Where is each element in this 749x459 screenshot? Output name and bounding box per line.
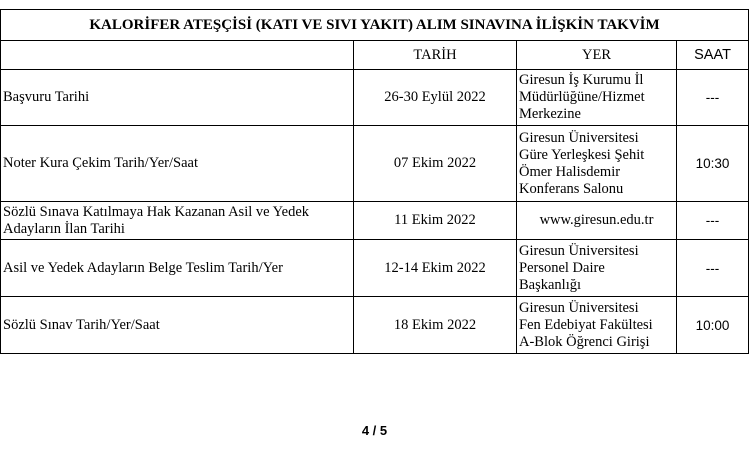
- exam-schedule-table: [0, 9, 749, 354]
- place-cell: [517, 297, 677, 354]
- place-cell: [517, 240, 677, 297]
- place-line: Giresun Üniversitesi: [519, 242, 639, 259]
- header-event: [1, 41, 354, 70]
- time-cell: 10:30: [677, 126, 749, 202]
- table-row: [1, 126, 749, 202]
- table-row: [1, 70, 749, 126]
- date-cell: 12-14 Ekim 2022: [354, 240, 517, 297]
- page-number: 4 / 5: [361, 423, 388, 438]
- table-row: [1, 202, 749, 240]
- place-line: Başkanlığı: [519, 276, 582, 293]
- place-line: A-Blok Öğrenci Girişi: [519, 333, 650, 350]
- event-cell: Sözlü Sınav Tarih/Yer/Saat: [1, 297, 354, 354]
- event-cell: Başvuru Tarihi: [1, 70, 354, 126]
- time-cell: 10:00: [677, 297, 749, 354]
- table-title: KALORİFER ATEŞÇİSİ (KATI VE SIVI YAKIT) ALIM SINAVINA İLİŞKİN TAKVİM: [1, 10, 749, 41]
- place-line: Ömer Halisdemir: [519, 163, 621, 180]
- date-cell: 11 Ekim 2022: [354, 202, 517, 240]
- time-cell: ---: [677, 202, 749, 240]
- title-row: [1, 10, 749, 41]
- place-cell: [517, 70, 677, 126]
- date-cell: 07 Ekim 2022: [354, 126, 517, 202]
- place-cell: [517, 202, 677, 240]
- place-line: Fen Edebiyat Fakültesi: [519, 316, 653, 333]
- place-cell: [517, 126, 677, 202]
- event-cell: Noter Kura Çekim Tarih/Yer/Saat: [1, 126, 354, 202]
- header-place: YER: [517, 41, 677, 70]
- table-row: [1, 297, 749, 354]
- website-link: www.giresun.edu.tr: [539, 212, 654, 228]
- place-line: Merkezine: [519, 106, 581, 122]
- table-row: [1, 240, 749, 297]
- place-line: Konferans Salonu: [519, 180, 624, 197]
- place-line: Müdürlüğüne/Hizmet: [519, 89, 645, 105]
- date-cell: 26-30 Eylül 2022: [354, 70, 517, 126]
- time-cell: ---: [677, 240, 749, 297]
- place-line: Personel Daire: [519, 259, 605, 276]
- time-cell: ---: [677, 70, 749, 126]
- date-cell: 18 Ekim 2022: [354, 297, 517, 354]
- header-time: SAAT: [677, 41, 749, 70]
- place-line: Giresun Üniversitesi: [519, 299, 639, 316]
- place-line: Giresun Üniversitesi: [519, 129, 639, 146]
- place-line: Güre Yerleşkesi Şehit: [519, 146, 645, 163]
- header-date: TARİH: [354, 41, 517, 70]
- header-row: [1, 41, 749, 70]
- event-cell: Sözlü Sınava Katılmaya Hak Kazanan Asil ve Yedek Adayların İlan Tarihi: [1, 202, 354, 240]
- event-cell: Asil ve Yedek Adayların Belge Teslim Tarih/Yer: [1, 240, 354, 297]
- place-line: Giresun İş Kurumu İl: [519, 72, 644, 88]
